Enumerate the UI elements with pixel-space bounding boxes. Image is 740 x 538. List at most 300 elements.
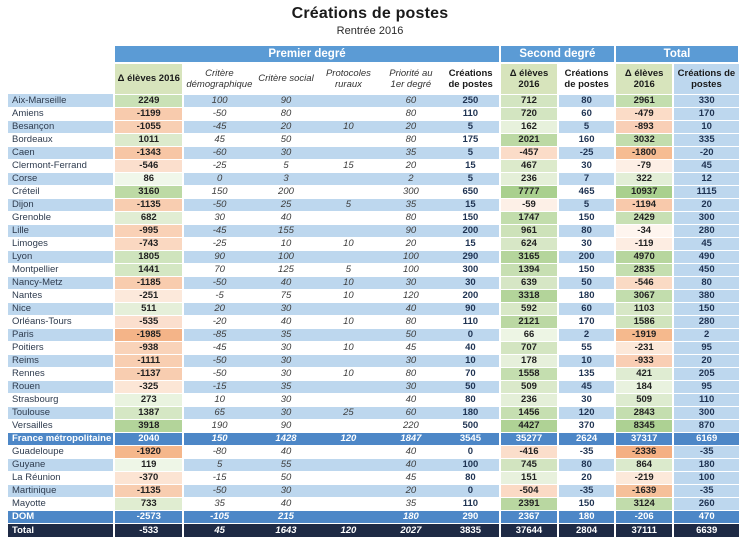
region-name: Martinique xyxy=(8,484,114,497)
region-name: Caen xyxy=(8,146,114,159)
cell-critere-demographique: -50 xyxy=(183,354,255,367)
cell-creations-postes-1d: 500 xyxy=(442,419,500,432)
cell-creations-postes-1d: 0 xyxy=(442,328,500,341)
column-header-creations-postes-1d: Créations de postes xyxy=(442,63,500,94)
cell-critere-social: 40 xyxy=(255,276,317,289)
cell-delta-eleves-1d: 86 xyxy=(114,172,183,185)
cell-critere-social: 20 xyxy=(255,120,317,133)
cell-delta-eleves-1d: 2040 xyxy=(114,432,183,445)
cell-delta-eleves-2d: 7777 xyxy=(500,185,558,198)
cell-critere-social: 25 xyxy=(255,198,317,211)
cell-delta-eleves-1d: -251 xyxy=(114,289,183,302)
cell-delta-eleves-2d: 236 xyxy=(500,172,558,185)
cell-creations-postes-2d: 20 xyxy=(558,471,615,484)
cell-creations-postes-total: 20 xyxy=(673,198,739,211)
cell-protocoles-ruraux: 10 xyxy=(317,315,380,328)
table-row xyxy=(8,419,739,432)
cell-delta-eleves-2d: 707 xyxy=(500,341,558,354)
table-row xyxy=(8,198,739,211)
cell-creations-postes-1d: 110 xyxy=(442,497,500,510)
cell-creations-postes-2d: 10 xyxy=(558,354,615,367)
table-row xyxy=(8,393,739,406)
cell-delta-eleves-1d: -938 xyxy=(114,341,183,354)
cell-creations-postes-total: 45 xyxy=(673,159,739,172)
cell-delta-eleves-total: -1919 xyxy=(615,328,673,341)
column-header-critere-demographique: Critère démographique xyxy=(183,63,255,94)
cell-creations-postes-total: 205 xyxy=(673,367,739,380)
cell-delta-eleves-total: 1103 xyxy=(615,302,673,315)
cell-delta-eleves-total: -546 xyxy=(615,276,673,289)
cell-delta-eleves-total: -231 xyxy=(615,341,673,354)
cell-delta-eleves-2d: 639 xyxy=(500,276,558,289)
table-row xyxy=(8,445,739,458)
group-header-premier-degr-: Premier degré xyxy=(114,45,500,63)
cell-delta-eleves-2d: 66 xyxy=(500,328,558,341)
cell-delta-eleves-total: -1800 xyxy=(615,146,673,159)
cell-protocoles-ruraux: 10 xyxy=(317,341,380,354)
cell-protocoles-ruraux xyxy=(317,510,380,523)
cell-priorite-1er-degre: 35 xyxy=(380,146,442,159)
cell-critere-demographique: -15 xyxy=(183,471,255,484)
cell-delta-eleves-2d: 1558 xyxy=(500,367,558,380)
cell-protocoles-ruraux: 10 xyxy=(317,120,380,133)
cell-protocoles-ruraux: 120 xyxy=(317,432,380,445)
cell-priorite-1er-degre: 35 xyxy=(380,198,442,211)
table-row xyxy=(8,263,739,276)
cell-delta-eleves-1d: -1135 xyxy=(114,198,183,211)
cell-creations-postes-1d: 3545 xyxy=(442,432,500,445)
cell-creations-postes-2d: 5 xyxy=(558,120,615,133)
cell-delta-eleves-1d: -1343 xyxy=(114,146,183,159)
cell-delta-eleves-total: 37317 xyxy=(615,432,673,445)
cell-priorite-1er-degre: 80 xyxy=(380,211,442,224)
cell-delta-eleves-1d: -533 xyxy=(114,523,183,537)
cell-creations-postes-2d: -35 xyxy=(558,484,615,497)
cell-creations-postes-total: 20 xyxy=(673,354,739,367)
cell-critere-demographique: 35 xyxy=(183,497,255,510)
corner-cell xyxy=(8,63,114,94)
table-row xyxy=(8,497,739,510)
cell-delta-eleves-1d: 1011 xyxy=(114,133,183,146)
cell-critere-demographique: -50 xyxy=(183,484,255,497)
cell-creations-postes-total: 150 xyxy=(673,302,739,315)
column-header-row xyxy=(8,63,739,94)
cell-critere-demographique: -80 xyxy=(183,445,255,458)
region-name: Strasbourg xyxy=(8,393,114,406)
table-row xyxy=(8,341,739,354)
table-row xyxy=(8,289,739,302)
region-name: Rennes xyxy=(8,367,114,380)
cell-delta-eleves-total: 37111 xyxy=(615,523,673,537)
region-name: Montpellier xyxy=(8,263,114,276)
cell-critere-demographique: -5 xyxy=(183,289,255,302)
cell-critere-demographique: 0 xyxy=(183,172,255,185)
cell-creations-postes-1d: 15 xyxy=(442,159,500,172)
cell-critere-social: 90 xyxy=(255,94,317,107)
cell-creations-postes-1d: 300 xyxy=(442,263,500,276)
cell-creations-postes-1d: 80 xyxy=(442,393,500,406)
cell-priorite-1er-degre: 180 xyxy=(380,510,442,523)
cell-critere-demographique: 45 xyxy=(183,523,255,537)
cell-critere-social: 5 xyxy=(255,159,317,172)
cell-critere-social: 30 xyxy=(255,341,317,354)
cell-priorite-1er-degre: 80 xyxy=(380,107,442,120)
cell-priorite-1er-degre: 20 xyxy=(380,159,442,172)
table-row xyxy=(8,276,739,289)
cell-creations-postes-total: 12 xyxy=(673,172,739,185)
cell-critere-social: 10 xyxy=(255,237,317,250)
cell-critere-social: 35 xyxy=(255,380,317,393)
cell-creations-postes-2d: 7 xyxy=(558,172,615,185)
cell-creations-postes-total: 300 xyxy=(673,211,739,224)
cell-critere-social: 3 xyxy=(255,172,317,185)
cell-priorite-1er-degre: 80 xyxy=(380,133,442,146)
cell-creations-postes-2d: 180 xyxy=(558,289,615,302)
cell-delta-eleves-2d: 4427 xyxy=(500,419,558,432)
cell-delta-eleves-1d: -1985 xyxy=(114,328,183,341)
cell-protocoles-ruraux xyxy=(317,328,380,341)
cell-delta-eleves-total: 3124 xyxy=(615,497,673,510)
cell-priorite-1er-degre: 100 xyxy=(380,250,442,263)
cell-delta-eleves-1d: -1185 xyxy=(114,276,183,289)
cell-critere-social: 100 xyxy=(255,250,317,263)
cell-critere-social: 125 xyxy=(255,263,317,276)
column-header-creations-postes-2d: Créations de postes xyxy=(558,63,615,94)
cell-protocoles-ruraux xyxy=(317,172,380,185)
cell-delta-eleves-2d: 712 xyxy=(500,94,558,107)
cell-priorite-1er-degre: 20 xyxy=(380,237,442,250)
cell-delta-eleves-1d: 733 xyxy=(114,497,183,510)
cell-protocoles-ruraux xyxy=(317,185,380,198)
cell-creations-postes-1d: 90 xyxy=(442,302,500,315)
cell-creations-postes-1d: 5 xyxy=(442,120,500,133)
cell-creations-postes-total: 280 xyxy=(673,224,739,237)
cell-protocoles-ruraux: 25 xyxy=(317,406,380,419)
cell-delta-eleves-1d: -1135 xyxy=(114,484,183,497)
cell-protocoles-ruraux xyxy=(317,146,380,159)
region-name: Corse xyxy=(8,172,114,185)
table-row xyxy=(8,354,739,367)
cell-creations-postes-2d: 2624 xyxy=(558,432,615,445)
cell-delta-eleves-2d: 720 xyxy=(500,107,558,120)
cell-critere-demographique: -50 xyxy=(183,198,255,211)
cell-creations-postes-total: 100 xyxy=(673,471,739,484)
cell-protocoles-ruraux: 10 xyxy=(317,367,380,380)
cell-creations-postes-total: 335 xyxy=(673,133,739,146)
cell-delta-eleves-1d: -546 xyxy=(114,159,183,172)
region-name: Aix-Marseille xyxy=(8,94,114,107)
cell-creations-postes-total: 6639 xyxy=(673,523,739,537)
cell-creations-postes-2d: 180 xyxy=(558,510,615,523)
cell-critere-demographique: 45 xyxy=(183,133,255,146)
cell-critere-demographique: -60 xyxy=(183,146,255,159)
cell-delta-eleves-1d: -2573 xyxy=(114,510,183,523)
cell-creations-postes-1d: 5 xyxy=(442,172,500,185)
cell-critere-demographique: 20 xyxy=(183,302,255,315)
corner-cell xyxy=(8,45,114,63)
table-row xyxy=(8,302,739,315)
column-header-delta-eleves-total: Δ élèves 2016 xyxy=(615,63,673,94)
cell-creations-postes-total: 95 xyxy=(673,341,739,354)
cell-delta-eleves-2d: 162 xyxy=(500,120,558,133)
cell-creations-postes-1d: 180 xyxy=(442,406,500,419)
cell-delta-eleves-1d: 682 xyxy=(114,211,183,224)
cell-delta-eleves-2d: 3318 xyxy=(500,289,558,302)
region-name: Toulouse xyxy=(8,406,114,419)
cell-creations-postes-total: 80 xyxy=(673,276,739,289)
cell-delta-eleves-2d: 592 xyxy=(500,302,558,315)
cell-delta-eleves-total: 2835 xyxy=(615,263,673,276)
cell-delta-eleves-1d: -1137 xyxy=(114,367,183,380)
cell-delta-eleves-total: -2336 xyxy=(615,445,673,458)
cell-protocoles-ruraux xyxy=(317,497,380,510)
cell-creations-postes-1d: 110 xyxy=(442,315,500,328)
cell-priorite-1er-degre: 20 xyxy=(380,120,442,133)
cell-creations-postes-1d: 15 xyxy=(442,198,500,211)
cell-creations-postes-2d: 55 xyxy=(558,341,615,354)
cell-protocoles-ruraux xyxy=(317,354,380,367)
cell-priorite-1er-degre: 80 xyxy=(380,315,442,328)
cell-critere-demographique: -25 xyxy=(183,159,255,172)
region-name: Nice xyxy=(8,302,114,315)
cell-critere-demographique: 70 xyxy=(183,263,255,276)
cell-delta-eleves-1d: -1055 xyxy=(114,120,183,133)
region-name: Total xyxy=(8,523,114,537)
cell-delta-eleves-1d: 3160 xyxy=(114,185,183,198)
region-name: Reims xyxy=(8,354,114,367)
cell-protocoles-ruraux xyxy=(317,211,380,224)
column-header-delta-eleves-1d: Δ élèves 2016 xyxy=(114,63,183,94)
cell-critere-social: 30 xyxy=(255,393,317,406)
cell-creations-postes-1d: 30 xyxy=(442,276,500,289)
cell-critere-demographique: -85 xyxy=(183,328,255,341)
cell-critere-demographique: -15 xyxy=(183,380,255,393)
cell-priorite-1er-degre: 40 xyxy=(380,393,442,406)
cell-priorite-1er-degre: 35 xyxy=(380,497,442,510)
cell-critere-demographique: 5 xyxy=(183,458,255,471)
cell-delta-eleves-total: -479 xyxy=(615,107,673,120)
cell-creations-postes-total: 170 xyxy=(673,107,739,120)
cell-delta-eleves-1d: 119 xyxy=(114,458,183,471)
cell-creations-postes-2d: 45 xyxy=(558,380,615,393)
column-header-delta-eleves-2d: Δ élèves 2016 xyxy=(500,63,558,94)
table-row xyxy=(8,523,739,537)
table-row xyxy=(8,250,739,263)
cell-priorite-1er-degre: 2027 xyxy=(380,523,442,537)
group-header-row xyxy=(8,45,739,63)
cell-critere-demographique: 65 xyxy=(183,406,255,419)
cell-delta-eleves-2d: 151 xyxy=(500,471,558,484)
cell-delta-eleves-2d: 37644 xyxy=(500,523,558,537)
region-name: Nantes xyxy=(8,289,114,302)
cell-priorite-1er-degre: 45 xyxy=(380,471,442,484)
cell-critere-social: 50 xyxy=(255,133,317,146)
cell-delta-eleves-1d: -325 xyxy=(114,380,183,393)
cell-priorite-1er-degre: 80 xyxy=(380,367,442,380)
cell-delta-eleves-2d: 961 xyxy=(500,224,558,237)
cell-delta-eleves-2d: 2367 xyxy=(500,510,558,523)
cell-creations-postes-total: 450 xyxy=(673,263,739,276)
cell-priorite-1er-degre: 30 xyxy=(380,380,442,393)
cell-creations-postes-2d: 80 xyxy=(558,224,615,237)
cell-creations-postes-1d: 175 xyxy=(442,133,500,146)
page-subtitle: Rentrée 2016 xyxy=(336,25,404,37)
region-name: Besançon xyxy=(8,120,114,133)
cell-creations-postes-total: 260 xyxy=(673,497,739,510)
cell-creations-postes-total: 2 xyxy=(673,328,739,341)
cell-delta-eleves-1d: 273 xyxy=(114,393,183,406)
cell-creations-postes-2d: 80 xyxy=(558,458,615,471)
cell-delta-eleves-total: 421 xyxy=(615,367,673,380)
table-row xyxy=(8,315,739,328)
cell-delta-eleves-1d: 1805 xyxy=(114,250,183,263)
table-row xyxy=(8,458,739,471)
region-name: Poitiers xyxy=(8,341,114,354)
cell-critere-demographique: 150 xyxy=(183,432,255,445)
cell-creations-postes-1d: 250 xyxy=(442,94,500,107)
region-name: Amiens xyxy=(8,107,114,120)
cell-creations-postes-1d: 10 xyxy=(442,354,500,367)
table-row xyxy=(8,471,739,484)
cell-creations-postes-1d: 15 xyxy=(442,237,500,250)
cell-delta-eleves-2d: 745 xyxy=(500,458,558,471)
cell-critere-demographique: -45 xyxy=(183,120,255,133)
cell-delta-eleves-total: -893 xyxy=(615,120,673,133)
region-name: Paris xyxy=(8,328,114,341)
cell-delta-eleves-2d: 1456 xyxy=(500,406,558,419)
region-name: Créteil xyxy=(8,185,114,198)
cell-creations-postes-1d: 40 xyxy=(442,341,500,354)
region-name: Guadeloupe xyxy=(8,445,114,458)
cell-delta-eleves-2d: 2021 xyxy=(500,133,558,146)
cell-priorite-1er-degre: 120 xyxy=(380,289,442,302)
cell-creations-postes-2d: 5 xyxy=(558,198,615,211)
cell-critere-demographique: -45 xyxy=(183,224,255,237)
cell-creations-postes-2d: 60 xyxy=(558,302,615,315)
cell-delta-eleves-1d: 3918 xyxy=(114,419,183,432)
region-name: Versailles xyxy=(8,419,114,432)
cell-critere-social: 35 xyxy=(255,328,317,341)
cell-critere-social: 1428 xyxy=(255,432,317,445)
cell-creations-postes-1d: 110 xyxy=(442,107,500,120)
cell-creations-postes-2d: 370 xyxy=(558,419,615,432)
cell-protocoles-ruraux xyxy=(317,471,380,484)
cell-delta-eleves-1d: 1441 xyxy=(114,263,183,276)
cell-critere-social: 30 xyxy=(255,354,317,367)
cell-delta-eleves-total: 509 xyxy=(615,393,673,406)
cell-creations-postes-1d: 650 xyxy=(442,185,500,198)
region-name: Limoges xyxy=(8,237,114,250)
table-row xyxy=(8,211,739,224)
cell-critere-demographique: 10 xyxy=(183,393,255,406)
cell-critere-demographique: -45 xyxy=(183,341,255,354)
cell-delta-eleves-total: 8345 xyxy=(615,419,673,432)
cell-protocoles-ruraux: 120 xyxy=(317,523,380,537)
cell-delta-eleves-total: -79 xyxy=(615,159,673,172)
cell-critere-social: 40 xyxy=(255,497,317,510)
cell-critere-demographique: -50 xyxy=(183,367,255,380)
cell-creations-postes-total: 6169 xyxy=(673,432,739,445)
cell-critere-social: 30 xyxy=(255,406,317,419)
column-header-creations-postes-total: Créations de postes xyxy=(673,63,739,94)
cell-critere-demographique: -25 xyxy=(183,237,255,250)
cell-creations-postes-total: 1115 xyxy=(673,185,739,198)
cell-critere-demographique: 90 xyxy=(183,250,255,263)
cell-creations-postes-total: 280 xyxy=(673,315,739,328)
cell-delta-eleves-total: -119 xyxy=(615,237,673,250)
region-name: Orléans-Tours xyxy=(8,315,114,328)
cell-critere-social: 30 xyxy=(255,302,317,315)
cell-creations-postes-2d: -35 xyxy=(558,445,615,458)
cell-creations-postes-2d: 200 xyxy=(558,250,615,263)
cell-creations-postes-2d: 150 xyxy=(558,263,615,276)
cell-creations-postes-2d: 30 xyxy=(558,159,615,172)
cell-priorite-1er-degre: 30 xyxy=(380,276,442,289)
cell-delta-eleves-total: 3067 xyxy=(615,289,673,302)
table-row xyxy=(8,224,739,237)
cell-priorite-1er-degre: 220 xyxy=(380,419,442,432)
cell-delta-eleves-1d: -1920 xyxy=(114,445,183,458)
cell-delta-eleves-1d: -1199 xyxy=(114,107,183,120)
cell-delta-eleves-2d: 1394 xyxy=(500,263,558,276)
cell-creations-postes-2d: 2 xyxy=(558,328,615,341)
cell-critere-demographique: 100 xyxy=(183,94,255,107)
cell-critere-demographique: -105 xyxy=(183,510,255,523)
cell-creations-postes-2d: 160 xyxy=(558,133,615,146)
cell-protocoles-ruraux xyxy=(317,445,380,458)
postes-table xyxy=(8,44,740,538)
cell-creations-postes-2d: 135 xyxy=(558,367,615,380)
region-name: Grenoble xyxy=(8,211,114,224)
cell-delta-eleves-2d: 2121 xyxy=(500,315,558,328)
cell-creations-postes-total: -35 xyxy=(673,484,739,497)
cell-protocoles-ruraux xyxy=(317,458,380,471)
cell-delta-eleves-1d: 1387 xyxy=(114,406,183,419)
cell-creations-postes-1d: 200 xyxy=(442,224,500,237)
region-name: La Réunion xyxy=(8,471,114,484)
cell-delta-eleves-total: 2429 xyxy=(615,211,673,224)
table-row xyxy=(8,510,739,523)
cell-critere-social: 75 xyxy=(255,289,317,302)
cell-creations-postes-total: -35 xyxy=(673,445,739,458)
cell-delta-eleves-1d: 2249 xyxy=(114,94,183,107)
cell-delta-eleves-total: 3032 xyxy=(615,133,673,146)
cell-delta-eleves-total: -34 xyxy=(615,224,673,237)
region-name: Rouen xyxy=(8,380,114,393)
cell-critere-social: 30 xyxy=(255,146,317,159)
region-name: DOM xyxy=(8,510,114,523)
cell-critere-social: 30 xyxy=(255,367,317,380)
table-row xyxy=(8,484,739,497)
cell-delta-eleves-total: 2843 xyxy=(615,406,673,419)
cell-protocoles-ruraux xyxy=(317,302,380,315)
cell-delta-eleves-total: -1194 xyxy=(615,198,673,211)
table-row xyxy=(8,146,739,159)
cell-critere-demographique: 190 xyxy=(183,419,255,432)
cell-creations-postes-1d: 3835 xyxy=(442,523,500,537)
cell-protocoles-ruraux xyxy=(317,393,380,406)
cell-protocoles-ruraux xyxy=(317,94,380,107)
column-header-priorite-1er-degre: Priorité au 1er degré xyxy=(380,63,442,94)
table-row xyxy=(8,185,739,198)
cell-delta-eleves-1d: -535 xyxy=(114,315,183,328)
cell-creations-postes-total: 45 xyxy=(673,237,739,250)
cell-priorite-1er-degre: 30 xyxy=(380,354,442,367)
cell-creations-postes-total: 470 xyxy=(673,510,739,523)
table-row xyxy=(8,367,739,380)
cell-delta-eleves-total: 10937 xyxy=(615,185,673,198)
cell-critere-social: 200 xyxy=(255,185,317,198)
